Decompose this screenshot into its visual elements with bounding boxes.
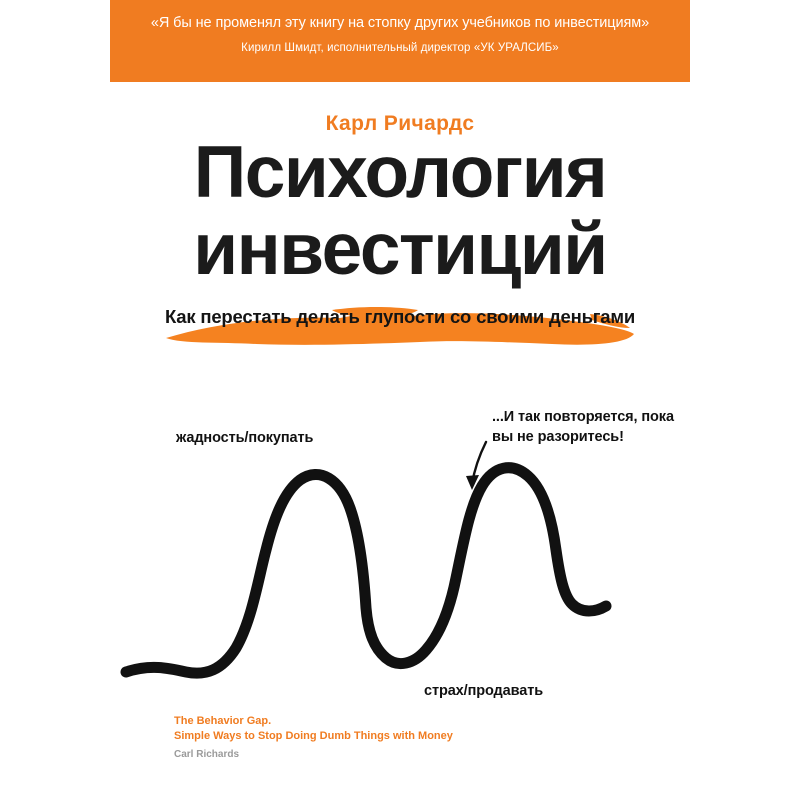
illustration — [0, 380, 800, 720]
label-greed-buy: жадность/покупать — [176, 430, 314, 446]
quote-attribution: Кирилл Шмидт, исполнительный директор «УК УРАЛСИБ» — [241, 42, 559, 55]
original-author: Carl Richards — [174, 748, 240, 760]
page-title — [0, 132, 800, 291]
title-line-2: инвестиций — [193, 209, 607, 291]
quote-text: «Я бы не променял эту книгу на стопку других учебников по инвестициям» — [150, 15, 650, 31]
original-title: The Behavior Gap. — [174, 715, 272, 727]
label-fear-sell: страх/продавать — [424, 683, 544, 699]
author-name: Карл Ричардс — [325, 112, 475, 135]
original-subtitle: Simple Ways to Stop Doing Dumb Things with Money — [174, 729, 453, 742]
title-line-1: Психология — [193, 132, 607, 213]
top-quote-band — [110, 0, 690, 82]
label-repeat-note: ...И так повторяется, пока вы не разоритесь! — [492, 409, 674, 445]
subtitle-text: Как перестать делать глупости со своими деньгами — [164, 306, 636, 327]
original-edition-block — [174, 714, 594, 760]
subtitle-block — [0, 300, 800, 334]
